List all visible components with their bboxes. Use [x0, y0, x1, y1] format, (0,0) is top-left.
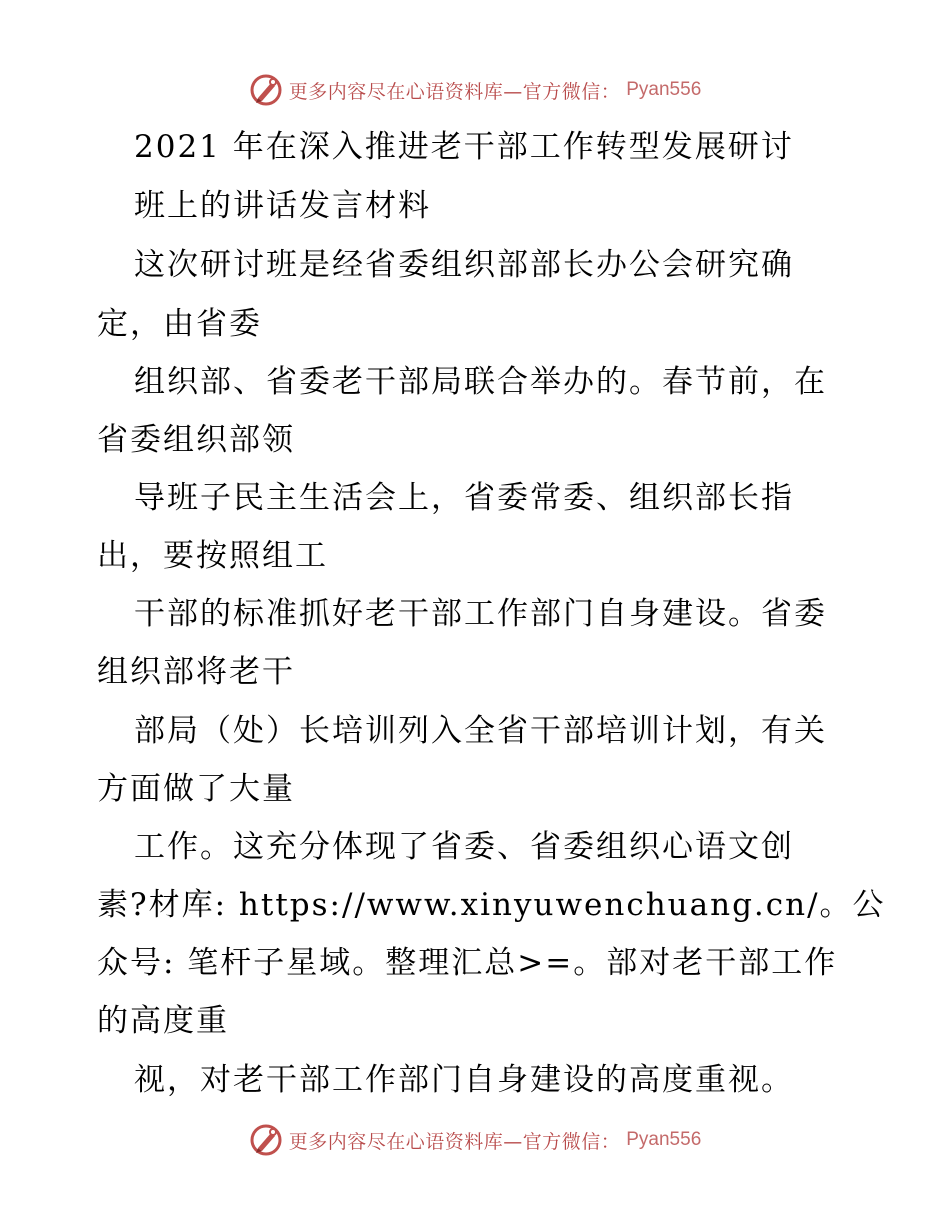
- banner-text: 更多内容尽在心语资料库—官方微信：: [288, 80, 621, 103]
- banner-wechat-id: Pyan556: [626, 1129, 702, 1150]
- document-title-line-2: 班上的讲话发言材料: [134, 188, 431, 224]
- paragraph-line: 工作。这充分体现了省委、省委组织心语文创: [134, 829, 794, 865]
- paragraph-line: 方面做了大量: [97, 771, 295, 807]
- paragraph-line: 部局（处）长培训列入全省干部培训计划，有关: [134, 713, 827, 749]
- document-title-line-1: 2021 年在深入推进老干部工作转型发展研讨: [134, 129, 794, 165]
- banner-wechat-id: Pyan556: [626, 79, 702, 100]
- banner-text: 更多内容尽在心语资料库—官方微信：: [288, 1130, 621, 1153]
- paragraph-line: 众号: 笔杆子星域。整理汇总>=。部对老干部工作: [97, 945, 838, 981]
- paragraph-line: 素?材库: https://www.xinyuwenchuang.cn/。公: [97, 887, 886, 923]
- paragraph-line: 这次研讨班是经省委组织部部长办公会研究确: [134, 247, 794, 283]
- paragraph-line: 组织部将老干: [97, 654, 295, 690]
- pen-logo-icon: [249, 1123, 283, 1157]
- paragraph-line: 定，由省委: [97, 306, 262, 342]
- paragraph-line: 出，要按照组工: [97, 538, 328, 574]
- paragraph-line: 视，对老干部工作部门自身建设的高度重视。: [134, 1062, 794, 1098]
- paragraph-line: 组织部、省委老干部局联合举办的。春节前，在: [134, 364, 827, 400]
- paragraph-line: 省委组织部领: [97, 422, 295, 458]
- footer-banner: [0, 1120, 950, 1160]
- paragraph-line: 干部的标准抓好老干部工作部门自身建设。省委: [134, 596, 827, 632]
- paragraph-line: 的高度重: [97, 1003, 229, 1039]
- paragraph-line: 导班子民主生活会上，省委常委、组织部长指: [134, 480, 794, 516]
